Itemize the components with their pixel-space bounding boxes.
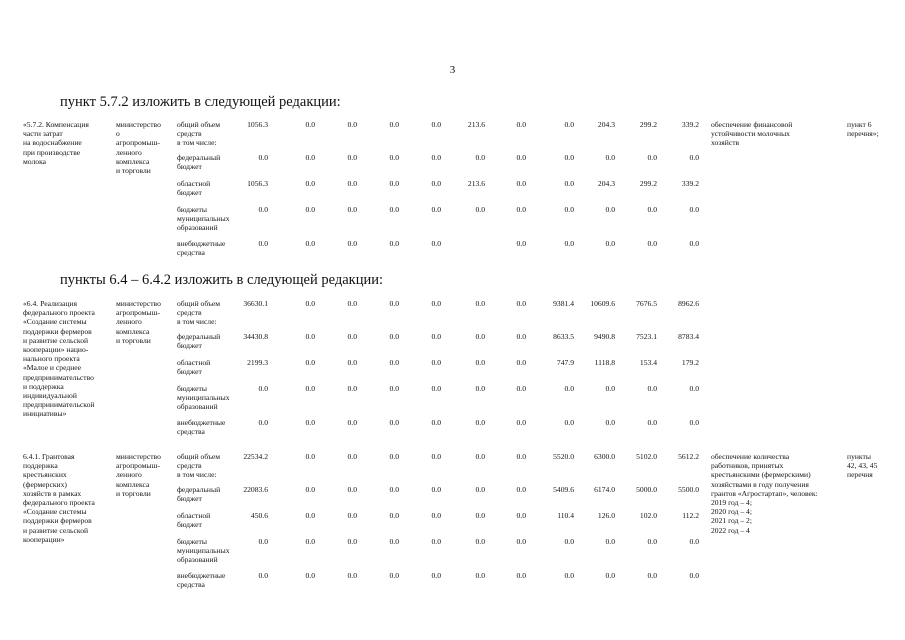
expected-result: обеспечение количества работников, принятых крестьянскими (фермерскими) хозяйствами в году получения грантов «Агростартап», человек: 2019 год – 4; 2020 год – 4; 2021 год – 2; 2022 год – 4 [711,452,818,535]
funding-value: 0.0 [475,485,485,494]
funding-value: 0.0 [431,452,441,461]
funding-value: 0.0 [689,239,699,248]
funding-value: 0.0 [475,358,485,367]
funding-value: 0.0 [347,358,357,367]
funding-value: 0.0 [431,485,441,494]
funding-value: 0.0 [347,153,357,162]
funding-value: 22534.2 [243,452,268,461]
funding-value: 0.0 [431,179,441,188]
funding-value: 0.0 [305,332,315,341]
funding-value: 0.0 [431,537,441,546]
funding-value: 0.0 [347,511,357,520]
funding-value: 0.0 [516,418,526,427]
funding-source-label: внебюджетные средства [177,571,226,590]
funding-source-label: общий объем средств в том числе: [177,299,221,327]
funding-value: 0.0 [389,452,399,461]
funding-value: 0.0 [689,384,699,393]
funding-value: 0.0 [689,571,699,580]
funding-source-label: федеральный бюджет [177,332,221,351]
funding-value: 34430.8 [243,332,268,341]
funding-value: 0.0 [305,511,315,520]
funding-value: 8633.5 [553,332,574,341]
funding-source-label: федеральный бюджет [177,153,221,172]
funding-value: 0.0 [389,299,399,308]
measure-name: «5.7.2. Компенсация части затрат на водоснабжение при производстве молока [23,120,89,166]
funding-value: 0.0 [389,239,399,248]
funding-value: 112.2 [682,511,699,520]
funding-value: 0.0 [305,120,315,129]
measure-name: 6.4.1. Грантовая поддержка крестьянских (фермерских) хозяйств в рамках федерального проекта «Создание системы поддержки фермеров и развитие сельской кооперации» [23,452,95,544]
funding-value: 6174.0 [594,485,615,494]
funding-value: 0.0 [431,511,441,520]
funding-value: 0.0 [516,332,526,341]
funding-value: 0.0 [564,120,574,129]
funding-value: 22083.6 [243,485,268,494]
funding-value: 0.0 [431,358,441,367]
funding-value: 0.0 [347,205,357,214]
funding-value: 0.0 [689,537,699,546]
funding-value: 0.0 [431,299,441,308]
funding-value: 213.6 [467,179,485,188]
funding-source-label: областной бюджет [177,511,211,530]
funding-value: 0.0 [258,384,268,393]
funding-value: 0.0 [689,205,699,214]
funding-value: 0.0 [564,384,574,393]
funding-value: 5409.6 [553,485,574,494]
funding-value: 0.0 [389,332,399,341]
funding-value: 8962.6 [678,299,699,308]
funding-value: 0.0 [258,239,268,248]
funding-value: 0.0 [431,120,441,129]
funding-value: 0.0 [475,205,485,214]
funding-value: 0.0 [475,153,485,162]
funding-value: 8783.4 [678,332,699,341]
funding-value: 0.0 [475,384,485,393]
funding-value: 0.0 [305,205,315,214]
funding-value: 339.2 [681,179,699,188]
funding-value: 0.0 [389,418,399,427]
funding-value: 5612.2 [678,452,699,461]
funding-value: 0.0 [647,205,657,214]
funding-value: 0.0 [431,384,441,393]
funding-value: 0.0 [389,537,399,546]
funding-value: 0.0 [347,384,357,393]
funding-value: 0.0 [389,358,399,367]
funding-value: 5000.0 [636,485,657,494]
funding-value: 0.0 [305,299,315,308]
indicator-link: пункт 6 перечня»; [847,120,879,139]
funding-value: 204.3 [597,179,615,188]
funding-source-label: областной бюджет [177,179,211,198]
funding-value: 0.0 [389,571,399,580]
funding-value: 0.0 [605,239,615,248]
heading-5-7-2: пункт 5.7.2 изложить в следующей редакции: [60,94,341,110]
funding-value: 5102.0 [636,452,657,461]
funding-source-label: областной бюджет [177,358,211,377]
funding-value: 179.2 [681,358,699,367]
funding-source-label: внебюджетные средства [177,239,226,258]
funding-value: 299.2 [639,179,657,188]
funding-value: 0.0 [347,418,357,427]
funding-value: 5520.0 [553,452,574,461]
funding-value: 0.0 [564,537,574,546]
funding-source-label: бюджеты муниципальных образований [177,384,230,412]
funding-value: 0.0 [475,418,485,427]
funding-value: 7523.1 [636,332,657,341]
funding-value: 0.0 [689,418,699,427]
funding-value: 0.0 [305,537,315,546]
funding-value: 153.4 [639,358,657,367]
funding-value: 7676.5 [636,299,657,308]
funding-value: 0.0 [431,571,441,580]
funding-value: 0.0 [305,485,315,494]
funding-value: 0.0 [516,571,526,580]
funding-value: 213.6 [467,120,485,129]
funding-value: 126.0 [597,511,615,520]
funding-value: 0.0 [475,571,485,580]
funding-source-label: бюджеты муниципальных образований [177,537,230,565]
funding-value: 0.0 [389,485,399,494]
funding-value: 204.3 [597,120,615,129]
heading-6-4: пункты 6.4 – 6.4.2 изложить в следующей редакции: [60,272,384,288]
funding-value: 0.0 [389,511,399,520]
funding-value: 0.0 [258,537,268,546]
funding-value: 9381.4 [553,299,574,308]
funding-value: 0.0 [647,239,657,248]
funding-value: 299.2 [639,120,657,129]
funding-value: 0.0 [305,153,315,162]
funding-value: 450.6 [250,511,268,520]
funding-value: 0.0 [516,299,526,308]
funding-value: 2199.3 [247,358,268,367]
funding-value: 0.0 [389,384,399,393]
funding-value: 0.0 [475,332,485,341]
measure-name: «6.4. Реализация федерального проекта «Создание системы поддержки фермеров и развитие сельской кооперации» нацио- нального проекта «Малое и среднее предпринимательство и поддержка индивидуальной предпринимательской инициативы» [23,299,95,419]
funding-value: 0.0 [258,205,268,214]
funding-value: 0.0 [347,239,357,248]
funding-value: 0.0 [647,418,657,427]
funding-value: 339.2 [681,120,699,129]
funding-value: 0.0 [647,384,657,393]
funding-value: 0.0 [689,153,699,162]
funding-value: 0.0 [258,571,268,580]
funding-value: 0.0 [564,239,574,248]
funding-value: 0.0 [347,485,357,494]
funding-value: 0.0 [516,485,526,494]
executor: министерство агропромыш- ленного комплекса и торговли [116,299,161,345]
funding-value: 0.0 [564,179,574,188]
funding-source-label: внебюджетные средства [177,418,226,437]
funding-value: 0.0 [516,452,526,461]
funding-value: 0.0 [431,239,441,248]
funding-value: 0.0 [564,571,574,580]
funding-value: 0.0 [258,153,268,162]
funding-value: 1056.3 [247,120,268,129]
funding-value: 0.0 [647,153,657,162]
funding-value: 0.0 [605,384,615,393]
funding-value: 0.0 [347,299,357,308]
funding-value: 0.0 [605,205,615,214]
funding-value: 0.0 [347,452,357,461]
funding-value: 36630.1 [243,299,268,308]
funding-value: 0.0 [647,537,657,546]
funding-value: 0.0 [605,153,615,162]
funding-value: 0.0 [605,418,615,427]
funding-value: 0.0 [605,571,615,580]
funding-value: 0.0 [475,299,485,308]
funding-value: 0.0 [431,205,441,214]
funding-value: 0.0 [475,511,485,520]
funding-value: 0.0 [431,418,441,427]
funding-value: 0.0 [389,153,399,162]
funding-value: 0.0 [389,205,399,214]
funding-value: 0.0 [516,358,526,367]
funding-value: 0.0 [347,179,357,188]
funding-value: 0.0 [305,384,315,393]
funding-value: 0.0 [347,571,357,580]
funding-value: 1056.3 [247,179,268,188]
funding-value: 0.0 [516,120,526,129]
indicator-link: пункты 42, 43, 45 перечня [847,452,878,480]
funding-value: 10609.6 [590,299,615,308]
funding-value: 0.0 [258,418,268,427]
funding-value: 102.0 [639,511,657,520]
funding-value: 0.0 [605,537,615,546]
executor: министерство агропромыш- ленного комплекса и торговли [116,452,161,498]
funding-value: 6300.0 [594,452,615,461]
funding-value: 9490.8 [594,332,615,341]
funding-value: 0.0 [347,332,357,341]
funding-value: 0.0 [305,179,315,188]
funding-value: 110.4 [557,511,574,520]
funding-value: 0.0 [389,120,399,129]
funding-value: 0.0 [347,537,357,546]
funding-source-label: федеральный бюджет [177,485,221,504]
funding-value: 0.0 [305,452,315,461]
funding-value: 0.0 [564,418,574,427]
funding-value: 0.0 [305,571,315,580]
funding-value: 0.0 [347,120,357,129]
funding-value: 0.0 [305,418,315,427]
funding-value: 0.0 [516,153,526,162]
funding-value: 747.9 [556,358,574,367]
funding-value: 0.0 [516,537,526,546]
funding-value: 0.0 [516,511,526,520]
funding-value: 0.0 [305,239,315,248]
funding-value: 0.0 [516,384,526,393]
page-number: 3 [449,64,456,76]
funding-value: 0.0 [305,358,315,367]
funding-value: 0.0 [564,205,574,214]
funding-source-label: бюджеты муниципальных образований [177,205,230,233]
funding-value: 0.0 [564,153,574,162]
funding-source-label: общий объем средств в том числе: [177,452,221,480]
expected-result: обеспечение финансовой устойчивости молочных хозяйств [711,120,793,148]
funding-value: 0.0 [647,571,657,580]
funding-value: 0.0 [516,239,526,248]
funding-value: 0.0 [431,332,441,341]
funding-value: 0.0 [431,153,441,162]
funding-source-label: общий объем средств в том числе: [177,120,221,148]
funding-value: 0.0 [516,205,526,214]
funding-value: 0.0 [389,179,399,188]
funding-value: 1118.8 [594,358,615,367]
funding-value: 5500.0 [678,485,699,494]
executor: министерство о агропромыш- ленного комплекса и торговли [116,120,161,176]
funding-value: 0.0 [516,179,526,188]
funding-value: 0.0 [475,537,485,546]
funding-value: 0.0 [475,452,485,461]
